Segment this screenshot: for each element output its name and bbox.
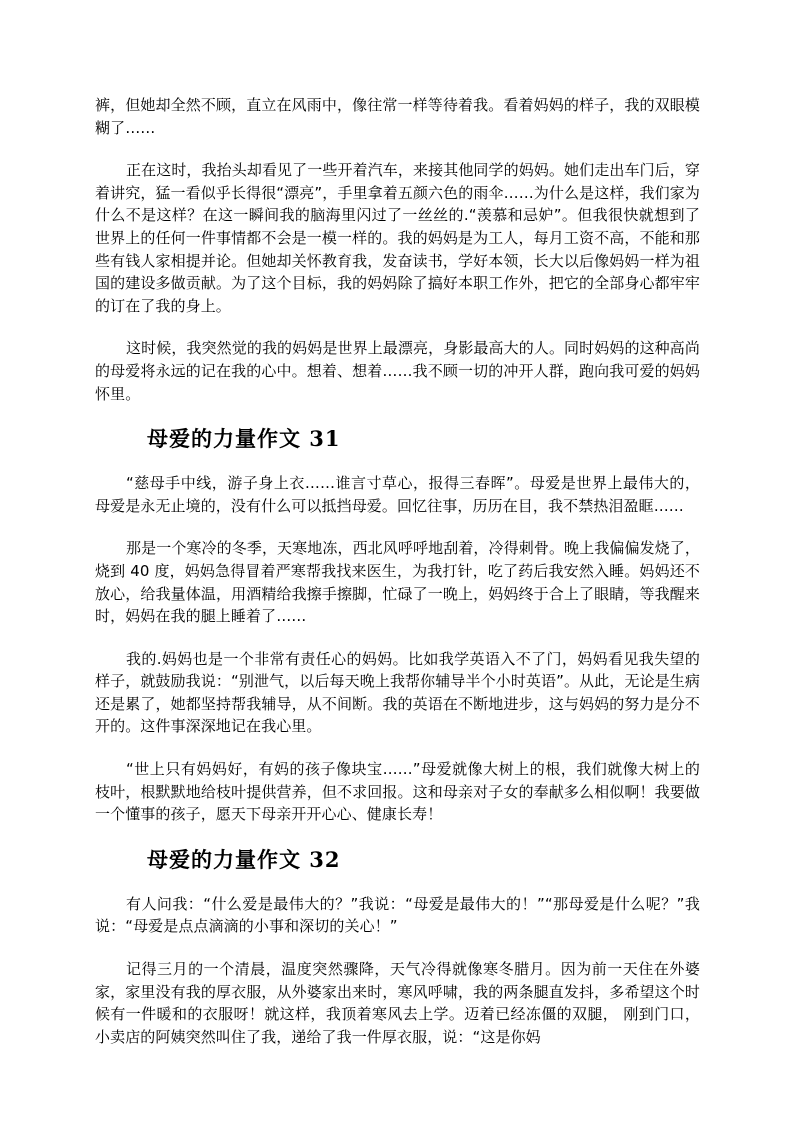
paragraph: “慈母手中线，游子身上衣……谁言寸草心，报得三春晖”。母爱是世界上最伟大的，母爱是永无止境的，没有什么可以抵挡母爱。回忆往事，历历在目，我不禁热泪盈眶…… xyxy=(95,474,700,515)
paragraph-continued: 裤，但她却全然不顾，直立在风雨中，像往常一样等待着我。看着妈妈的样子，我的双眼模糊了…… xyxy=(95,96,700,137)
paragraph: 这时候，我突然觉的我的妈妈是世界上最漂亮，身影最高大的人。同时妈妈的这种高尚的母爱将永远的记在我的心中。想着、想着……我不顾一切的冲开人群，跑向我可爱的妈妈怀里。 xyxy=(95,339,700,403)
paragraph: “世上只有妈妈好，有妈的孩子像块宝……”母爱就像大树上的根，我们就像大树上的枝叶，根默默地给枝叶提供营养，但不求回报。这和母亲对子女的奉献多么相似啊！我要做一个懂事的孩子，愿天下母亲开开心心、健康长寿！ xyxy=(95,760,700,824)
section-title-32: 母爱的力量作文 32 xyxy=(147,846,341,872)
paragraph: 我的.妈妈也是一个非常有责任心的妈妈。比如我学英语入不了门，妈妈看见我失望的样子，就鼓励我说：“别泄气，以后每天晚上我帮你辅导半个小时英语”。从此，无论是生病还是累了，她都坚持帮我辅导，从不间断。我的英语在不断地进步，这与妈妈的努力是分不开的。这件事深深地记在我心里。 xyxy=(95,649,700,736)
section-title-31: 母爱的力量作文 31 xyxy=(147,426,341,452)
paragraph: 那是一个寒冷的冬季，天寒地冻，西北风呼呼地刮着，冷得刺骨。晚上我偏偏发烧了，烧到 40 度，妈妈急得冒着严寒帮我找来医生，为我打针，吃了药后我安然入睡。妈妈还不放心，给我量体温，用酒精给我擦手擦脚，忙碌了一晚上，妈妈终于合上了眼睛，等我醒来时，妈妈在我的腿上睡着了…… xyxy=(95,539,700,626)
document-page xyxy=(95,94,700,1068)
paragraph: 正在这时，我抬头却看见了一些开着汽车，来接其他同学的妈妈。她们走出车门后，穿着讲究，猛一看似乎长得很“漂亮”，手里拿着五颜六色的雨伞……为什么是这样，我们家为什么不是这样？在这一瞬间我的脑海里闪过了一丝丝的.“羡慕和忌妒”。但我很快就想到了世界上的任何一件事情都不会是一模一样的。我的妈妈是为工人，每月工资不高，不能和那些有钱人家相提并论。但她却关怀教育我，发奋读书，学好本领，长大以后像妈妈一样为祖国的建设多做贡献。为了这个目标，我的妈妈除了搞好本职工作外，把它的全部身心都牢牢的订在了我的身上。 xyxy=(95,161,700,315)
paragraph: 有人问我：“什么爱是最伟大的？”我说：“母爱是最伟大的！”“那母爱是什么呢？”我说：“母爱是点点滴滴的小事和深切的关心！” xyxy=(95,894,700,936)
paragraph: 记得三月的一个清晨，温度突然骤降，天气冷得就像寒冬腊月。因为前一天住在外婆家，家里没有我的厚衣服，从外婆家出来时，寒风呼啸，我的两条腿直发抖，多希望这个时候有一件暖和的衣服呀！就这样，我顶着寒风去上学。迈着已经冻僵的双腿， 刚到门口，小卖店的阿姨突然叫住了我，递给了我一件厚衣服，说：“这是你妈 xyxy=(95,960,700,1046)
